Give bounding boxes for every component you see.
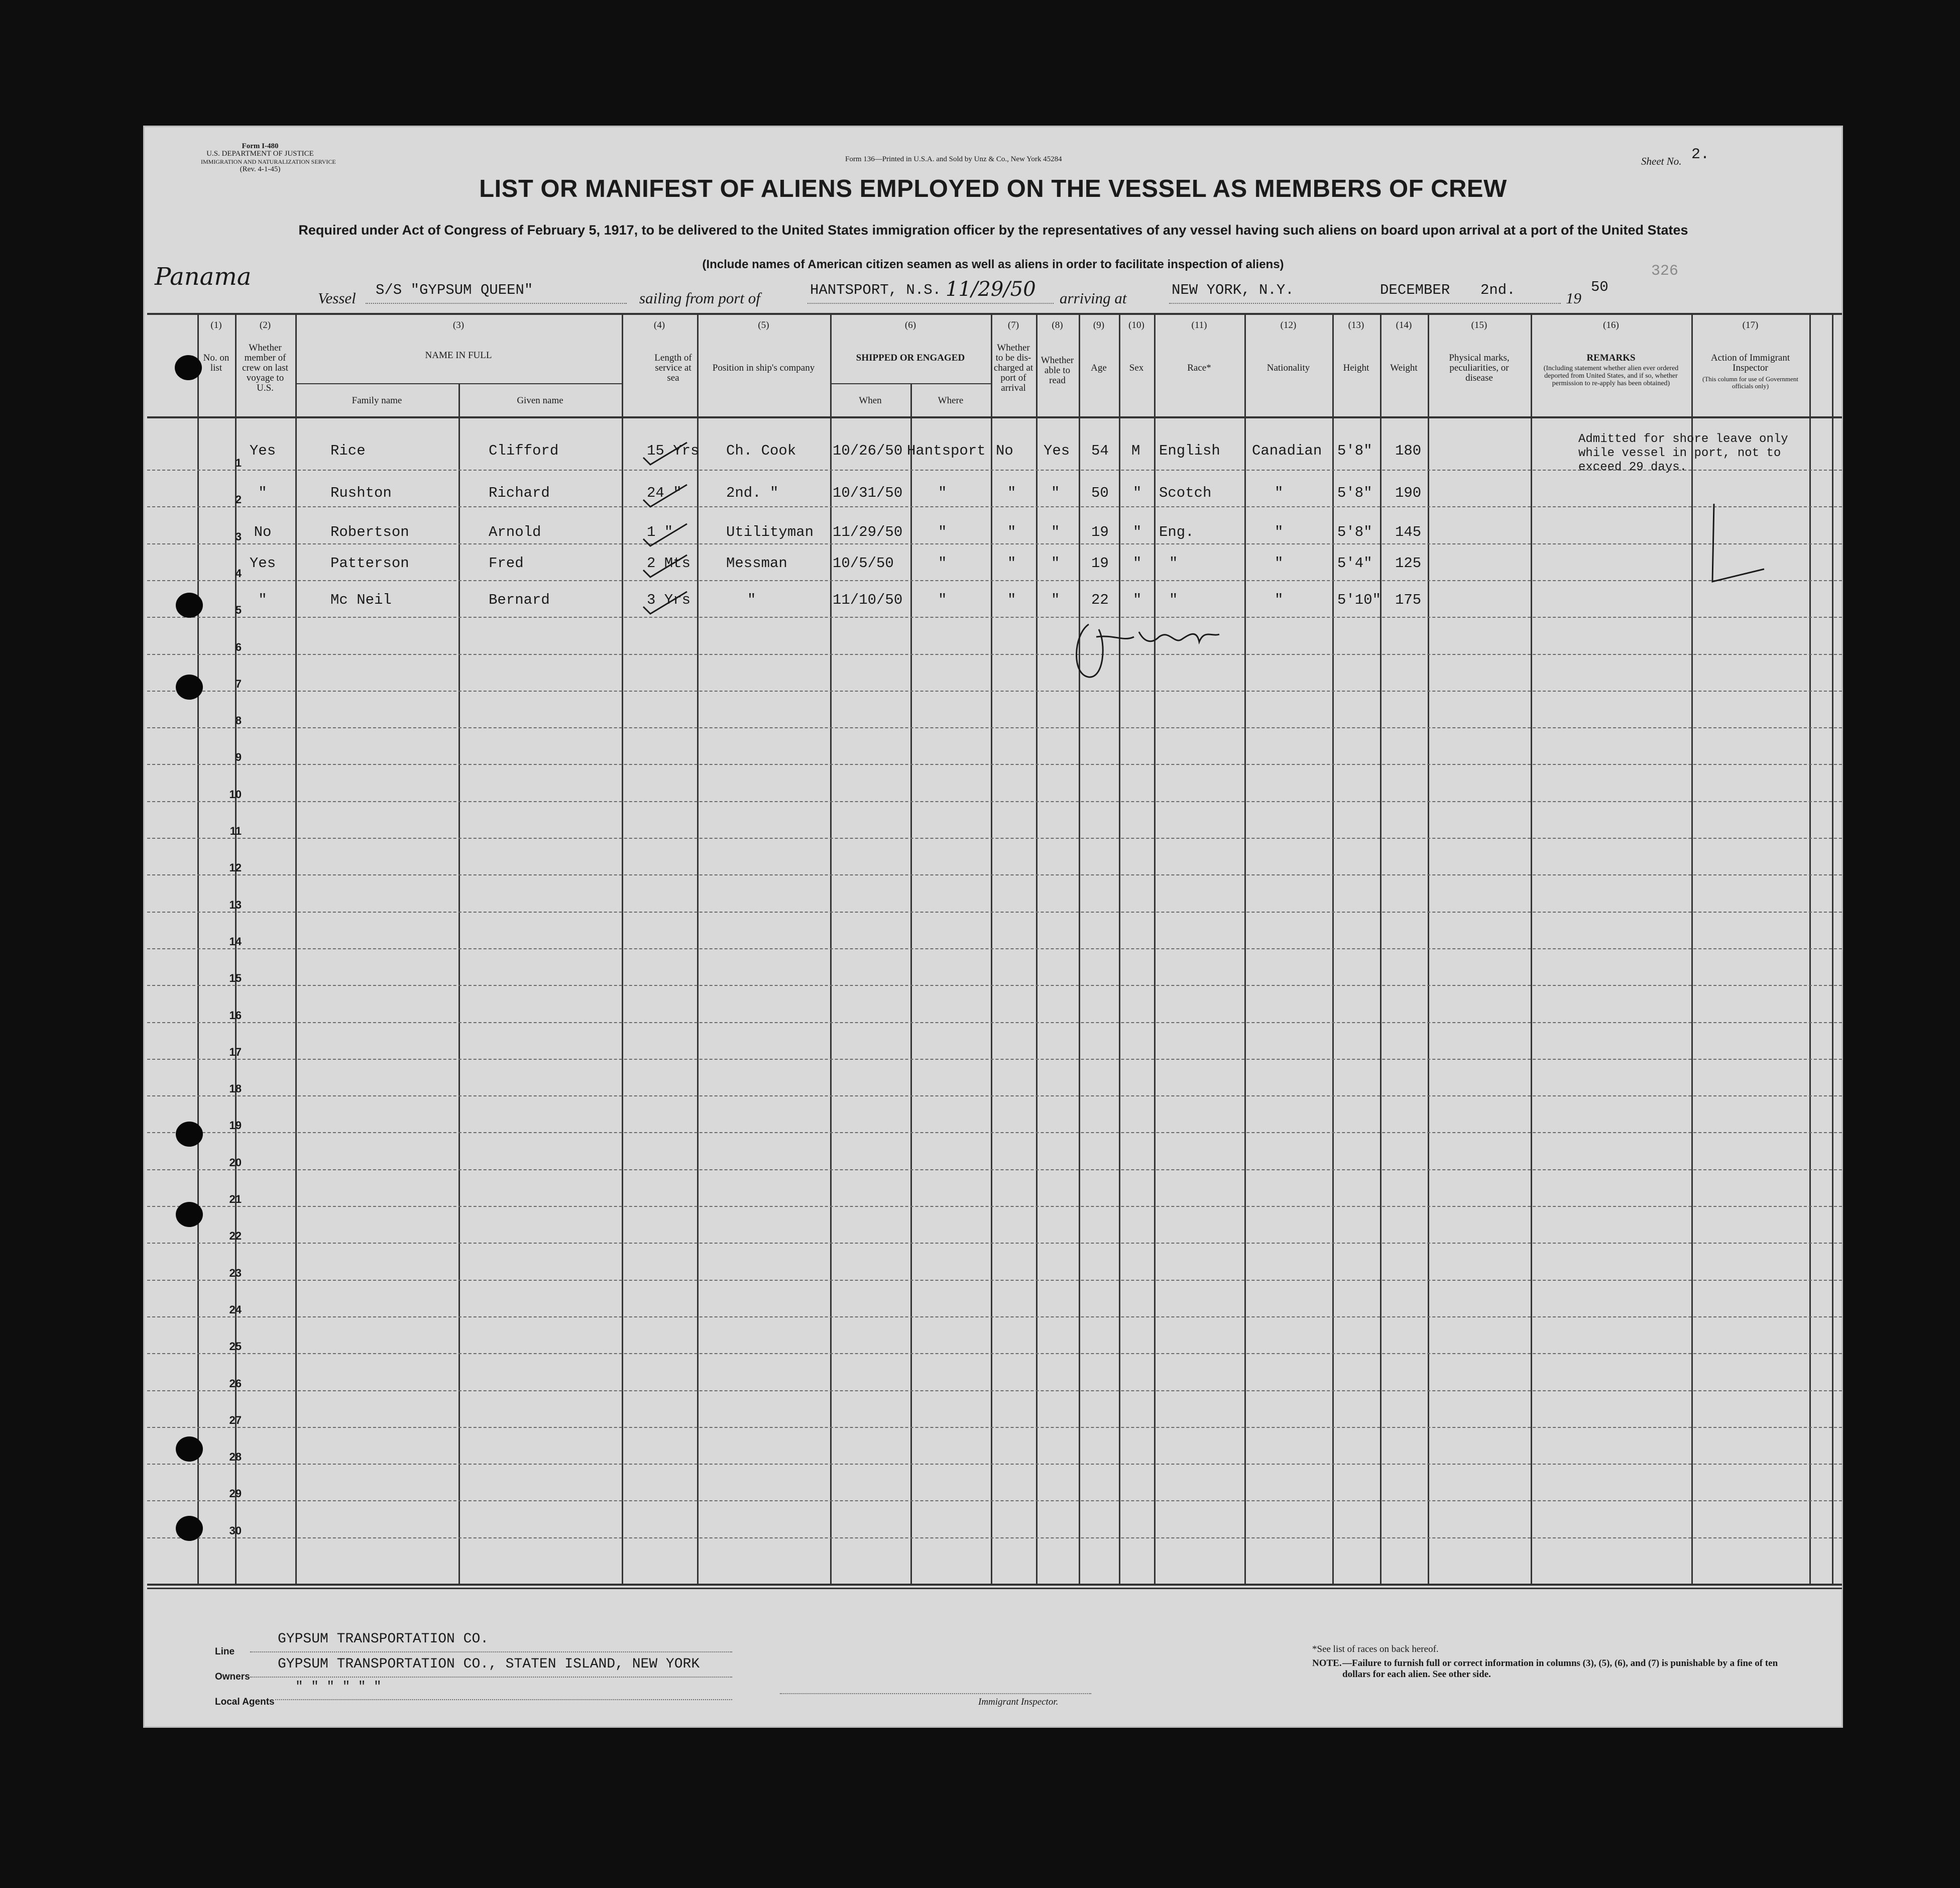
age-cell: 50 bbox=[1091, 485, 1109, 501]
row-divider bbox=[147, 506, 1842, 507]
row-divider bbox=[147, 617, 1842, 618]
arrival-month: DECEMBER bbox=[1380, 282, 1450, 298]
col6-label: SHIPPED OR ENGAGED bbox=[856, 353, 965, 363]
position-cell: Ch. Cook bbox=[726, 442, 796, 459]
row-number: 8 bbox=[235, 714, 242, 727]
col10-label: Sex bbox=[1129, 363, 1144, 373]
year-prefix: 19 bbox=[1566, 289, 1581, 307]
col13-label: Height bbox=[1343, 363, 1369, 373]
row-number: 11 bbox=[229, 825, 242, 837]
service-length-cell: 3 Yrs bbox=[647, 592, 691, 608]
family-name-cell: Rushton bbox=[330, 485, 392, 501]
discharged-cell: " bbox=[1007, 592, 1016, 608]
col3-num: (3) bbox=[452, 320, 465, 330]
remarks-line-3: exceed 29 days. bbox=[1578, 461, 1687, 474]
col9-num: (9) bbox=[1093, 320, 1105, 330]
note-text: —Failure to furnish full or correct information in columns (3), (5), (6), and (7) is punishable by a fine of ten dollars for each alien. See other side. bbox=[1342, 1658, 1778, 1680]
weight-cell: 145 bbox=[1395, 524, 1422, 540]
row-number: 25 bbox=[229, 1340, 242, 1353]
col17-label: Action of Immigrant Inspector bbox=[1710, 353, 1790, 373]
col3-label: NAME IN FULL bbox=[425, 350, 492, 361]
able-to-read-cell: Yes bbox=[1044, 442, 1070, 459]
race-cell: " bbox=[1169, 592, 1178, 608]
weight-cell: 190 bbox=[1395, 485, 1422, 501]
punch-hole bbox=[176, 1516, 203, 1541]
punch-hole bbox=[175, 355, 202, 380]
inspector-check-mark bbox=[1706, 499, 1787, 599]
shipped-where-cell: " bbox=[938, 592, 947, 608]
col3-given: Given name bbox=[517, 395, 563, 406]
discharged-cell: No bbox=[996, 442, 1013, 459]
row-number: 17 bbox=[229, 1046, 242, 1058]
page-subtitle-2: (Include names of American citizen seamen as well as aliens in order to facilitate inspection of aliens) bbox=[702, 258, 1284, 271]
weight-cell: 175 bbox=[1395, 592, 1422, 608]
col17-num: (17) bbox=[1742, 320, 1759, 330]
last-voyage-cell: " bbox=[258, 592, 267, 608]
race-note: *See list of races on back hereof. bbox=[1312, 1644, 1439, 1654]
row-divider bbox=[147, 1132, 1842, 1133]
row-number: 13 bbox=[229, 899, 242, 911]
given-name-cell: Fred bbox=[489, 555, 524, 572]
row-number: 9 bbox=[235, 751, 242, 763]
given-name-cell: Bernard bbox=[489, 592, 550, 608]
height-cell: 5'8" bbox=[1337, 485, 1372, 501]
col8-num: (8) bbox=[1052, 320, 1063, 330]
col6-when: When bbox=[859, 395, 882, 406]
row-divider bbox=[147, 1206, 1842, 1207]
row-divider bbox=[147, 1316, 1842, 1317]
row-divider bbox=[147, 1537, 1842, 1538]
race-cell: English bbox=[1159, 442, 1220, 459]
row-divider bbox=[147, 727, 1842, 728]
given-name-cell: Arnold bbox=[489, 524, 541, 540]
row-divider bbox=[147, 1390, 1842, 1391]
service-check-mark bbox=[639, 520, 695, 550]
position-cell: 2nd. " bbox=[726, 485, 779, 501]
arriving-port: NEW YORK, N.Y. bbox=[1172, 282, 1294, 298]
row-number: 5 bbox=[235, 604, 242, 616]
height-cell: 5'4" bbox=[1337, 555, 1372, 572]
race-cell: Scotch bbox=[1159, 485, 1212, 501]
row-divider bbox=[147, 838, 1842, 839]
arrival-day: 2nd. bbox=[1480, 282, 1516, 298]
col14-label: Weight bbox=[1390, 363, 1418, 373]
col1-num: (1) bbox=[210, 320, 222, 330]
row-number: 28 bbox=[229, 1451, 242, 1463]
vessel-name: S/S "GYPSUM QUEEN" bbox=[376, 282, 533, 298]
sailing-date: 11/29/50 bbox=[946, 278, 1036, 301]
row-number: 21 bbox=[229, 1193, 242, 1205]
row-divider bbox=[147, 801, 1842, 802]
age-cell: 19 bbox=[1091, 524, 1109, 540]
nationality-cell: " bbox=[1275, 555, 1284, 572]
sex-cell: " bbox=[1133, 485, 1142, 501]
row-divider bbox=[147, 580, 1842, 581]
footer-owners-label: Owners bbox=[215, 1672, 250, 1682]
weight-cell: 180 bbox=[1395, 442, 1422, 459]
row-number: 4 bbox=[235, 567, 242, 580]
row-divider bbox=[147, 985, 1842, 986]
signature bbox=[1069, 614, 1234, 685]
row-divider bbox=[147, 1169, 1842, 1170]
row-number: 16 bbox=[229, 1009, 242, 1022]
col7-num: (7) bbox=[1007, 320, 1019, 330]
shipped-where-cell: " bbox=[938, 524, 947, 540]
able-to-read-cell: " bbox=[1051, 555, 1060, 572]
department: U.S. DEPARTMENT OF JUSTICE bbox=[206, 150, 314, 158]
col4-num: (4) bbox=[653, 320, 665, 330]
vessel-label: Vessel bbox=[318, 289, 356, 307]
punch-hole bbox=[176, 1202, 203, 1227]
footer-owners-value: GYPSUM TRANSPORTATION CO., STATEN ISLAND, NEW YORK bbox=[278, 1656, 700, 1672]
row-divider bbox=[147, 1022, 1842, 1023]
col16-label: REMARKS bbox=[1586, 353, 1636, 363]
row-number: 24 bbox=[229, 1303, 242, 1316]
service-check-mark bbox=[639, 588, 695, 618]
printer-line: Form 136—Printed in U.S.A. and Sold by Unz & Co., New York 45284 bbox=[845, 155, 1062, 163]
revision: (Rev. 4-1-45) bbox=[240, 165, 281, 173]
row-divider bbox=[147, 691, 1842, 692]
service-check-mark bbox=[639, 438, 695, 469]
row-divider bbox=[147, 1095, 1842, 1096]
position-cell: Utilityman bbox=[726, 524, 814, 540]
age-cell: 19 bbox=[1091, 555, 1109, 572]
punch-hole bbox=[176, 1436, 203, 1462]
service-length-cell: 2 Mts bbox=[647, 555, 691, 572]
col5-label: Position in ship's company bbox=[712, 363, 815, 373]
shipped-when-cell: 11/10/50 bbox=[833, 592, 903, 608]
sex-cell: M bbox=[1131, 442, 1140, 459]
row-number: 6 bbox=[235, 641, 242, 653]
nationality-cell: " bbox=[1275, 485, 1284, 501]
shipped-where-cell: " bbox=[938, 485, 947, 501]
row-number: 19 bbox=[229, 1119, 242, 1132]
discharged-cell: " bbox=[1007, 555, 1016, 572]
shipped-when-cell: 11/29/50 bbox=[833, 524, 903, 540]
race-cell: " bbox=[1169, 555, 1178, 572]
col3-family: Family name bbox=[352, 395, 402, 406]
row-divider bbox=[147, 1427, 1842, 1428]
col5-num: (5) bbox=[758, 320, 769, 330]
shipped-when-cell: 10/31/50 bbox=[833, 485, 903, 501]
able-to-read-cell: " bbox=[1051, 592, 1060, 608]
col13-num: (13) bbox=[1348, 320, 1364, 330]
col11-label: Race* bbox=[1187, 363, 1211, 373]
row-number: 23 bbox=[229, 1267, 242, 1279]
given-name-cell: Richard bbox=[489, 485, 550, 501]
sailing-label: sailing from port of bbox=[639, 289, 760, 307]
shipped-when-cell: 10/5/50 bbox=[833, 555, 894, 572]
sheet-label: Sheet No. bbox=[1641, 155, 1682, 167]
page-subtitle: Required under Act of Congress of February 5, 1917, to be delivered to the United States immigration officer by the representatives of any vessel having such aliens on board upon arrival at a port of the United States bbox=[298, 223, 1688, 238]
row-number: 7 bbox=[235, 678, 242, 690]
row-number: 2 bbox=[235, 493, 242, 506]
service-check-mark bbox=[639, 551, 695, 581]
row-number: 27 bbox=[229, 1414, 242, 1426]
signature-text bbox=[1089, 629, 1092, 630]
row-divider bbox=[147, 948, 1842, 949]
discharged-cell: " bbox=[1007, 524, 1016, 540]
height-cell: 5'8" bbox=[1337, 442, 1372, 459]
manifest-sheet bbox=[143, 126, 1843, 1728]
sex-cell: " bbox=[1133, 555, 1142, 572]
footer-line-value: GYPSUM TRANSPORTATION CO. bbox=[278, 1631, 489, 1647]
last-voyage-cell: No bbox=[254, 524, 272, 540]
position-cell: " bbox=[747, 592, 756, 608]
row-divider bbox=[147, 1464, 1842, 1465]
last-voyage-cell: " bbox=[258, 485, 267, 501]
row-number: 1 bbox=[235, 457, 242, 469]
sex-cell: " bbox=[1133, 592, 1142, 608]
service-length-cell: 15 Yrs bbox=[647, 442, 700, 459]
shipped-where-cell: " bbox=[938, 555, 947, 572]
family-name-cell: Rice bbox=[330, 442, 366, 459]
row-number: 15 bbox=[229, 972, 242, 984]
col16-num: (16) bbox=[1603, 320, 1619, 330]
row-number: 29 bbox=[229, 1487, 242, 1500]
sailing-port: HANTSPORT, N.S. bbox=[810, 282, 942, 298]
sheet-number: 2. bbox=[1691, 146, 1710, 163]
col6-where: Where bbox=[938, 395, 964, 406]
discharged-cell: " bbox=[1007, 485, 1016, 501]
note-label: NOTE. bbox=[1312, 1658, 1342, 1669]
service-length-cell: 1 " bbox=[647, 524, 673, 540]
col2-num: (2) bbox=[259, 320, 271, 330]
row-number: 14 bbox=[229, 935, 242, 948]
row-number: 10 bbox=[229, 788, 242, 801]
row-divider bbox=[147, 1243, 1842, 1244]
age-cell: 22 bbox=[1091, 592, 1109, 608]
remarks-line-1: Admitted for shore leave only bbox=[1578, 432, 1788, 446]
footer-line-label: Line bbox=[215, 1646, 235, 1657]
footer-agents-value: " " " " " " bbox=[295, 1679, 382, 1694]
row-divider bbox=[147, 1353, 1842, 1354]
col17-sub: (This column for use of Government officials only) bbox=[1702, 375, 1798, 390]
service-name: IMMIGRATION AND NATURALIZATION SERVICE bbox=[201, 158, 336, 165]
col7-label: Whether to be dis-charged at port of arrival bbox=[993, 343, 1033, 393]
col16-sub: (Including statement whether alien ever ordered deported from United States, and if so, whether permission to re-apply has been obtained) bbox=[1543, 365, 1679, 387]
col12-num: (12) bbox=[1280, 320, 1297, 330]
height-cell: 5'10" bbox=[1337, 592, 1381, 608]
nationality-cell: " bbox=[1275, 592, 1284, 608]
row-divider bbox=[147, 654, 1842, 655]
row-number: 18 bbox=[229, 1082, 242, 1095]
row-number: 22 bbox=[229, 1230, 242, 1242]
row-divider bbox=[147, 764, 1842, 765]
given-name-cell: Clifford bbox=[489, 442, 559, 459]
col6-num: (6) bbox=[904, 320, 916, 330]
service-check-mark bbox=[639, 481, 695, 511]
age-cell: 54 bbox=[1091, 442, 1109, 459]
row-divider bbox=[147, 912, 1842, 913]
row-divider bbox=[147, 874, 1842, 875]
form-number: Form I-480 bbox=[242, 142, 279, 150]
footer-agents-label: Local Agents bbox=[215, 1697, 275, 1707]
row-divider bbox=[147, 543, 1842, 544]
col10-num: (10) bbox=[1128, 320, 1144, 330]
row-divider bbox=[147, 1280, 1842, 1281]
sex-cell: " bbox=[1133, 524, 1142, 540]
punch-hole bbox=[176, 675, 203, 700]
punch-hole bbox=[176, 593, 203, 618]
nationality-cell: " bbox=[1275, 524, 1284, 540]
family-name-cell: Patterson bbox=[330, 555, 409, 572]
col9-label: Age bbox=[1091, 363, 1107, 373]
remarks-line-2: while vessel in port, not to bbox=[1578, 447, 1781, 460]
race-cell: Eng. bbox=[1159, 524, 1194, 540]
row-number: 30 bbox=[229, 1524, 242, 1537]
service-length-cell: 24 " bbox=[647, 485, 682, 501]
nationality-cell: Canadian bbox=[1252, 442, 1322, 459]
able-to-read-cell: " bbox=[1051, 485, 1060, 501]
family-name-cell: Robertson bbox=[330, 524, 409, 540]
arriving-label: arriving at bbox=[1060, 289, 1127, 307]
row-number: 12 bbox=[229, 861, 242, 874]
col14-num: (14) bbox=[1396, 320, 1412, 330]
year-suffix: 50 bbox=[1591, 279, 1608, 295]
stamp-number: 326 bbox=[1651, 263, 1679, 280]
col11-num: (11) bbox=[1191, 320, 1207, 330]
page-title: LIST OR MANIFEST OF ALIENS EMPLOYED ON THE VESSEL AS MEMBERS OF CREW bbox=[479, 175, 1507, 202]
col15-label: Physical marks, peculiarities, or disease bbox=[1449, 353, 1510, 383]
inspector-label: Immigrant Inspector. bbox=[978, 1697, 1059, 1707]
col1-label: No. on list bbox=[203, 353, 229, 373]
position-cell: Messman bbox=[726, 555, 787, 572]
col12-label: Nationality bbox=[1266, 363, 1310, 373]
punch-hole bbox=[176, 1122, 203, 1147]
flag-handwritten: Panama bbox=[155, 263, 252, 291]
able-to-read-cell: " bbox=[1051, 524, 1060, 540]
shipped-where-cell: Hantsport bbox=[907, 442, 986, 459]
row-number: 26 bbox=[229, 1377, 242, 1390]
last-voyage-cell: Yes bbox=[249, 442, 276, 459]
col15-num: (15) bbox=[1471, 320, 1487, 330]
row-divider bbox=[147, 1500, 1842, 1501]
last-voyage-cell: Yes bbox=[249, 555, 276, 572]
row-divider bbox=[147, 1059, 1842, 1060]
col2-label: Whether member of crew on last voyage to U.S. bbox=[242, 343, 288, 393]
row-number: 3 bbox=[235, 530, 242, 543]
family-name-cell: Mc Neil bbox=[330, 592, 392, 608]
height-cell: 5'8" bbox=[1337, 524, 1372, 540]
weight-cell: 125 bbox=[1395, 555, 1422, 572]
col8-label: Whether able to read bbox=[1041, 355, 1074, 386]
shipped-when-cell: 10/26/50 bbox=[833, 442, 903, 459]
row-number: 20 bbox=[229, 1156, 242, 1169]
col4-label: Length of service at sea bbox=[654, 353, 692, 383]
